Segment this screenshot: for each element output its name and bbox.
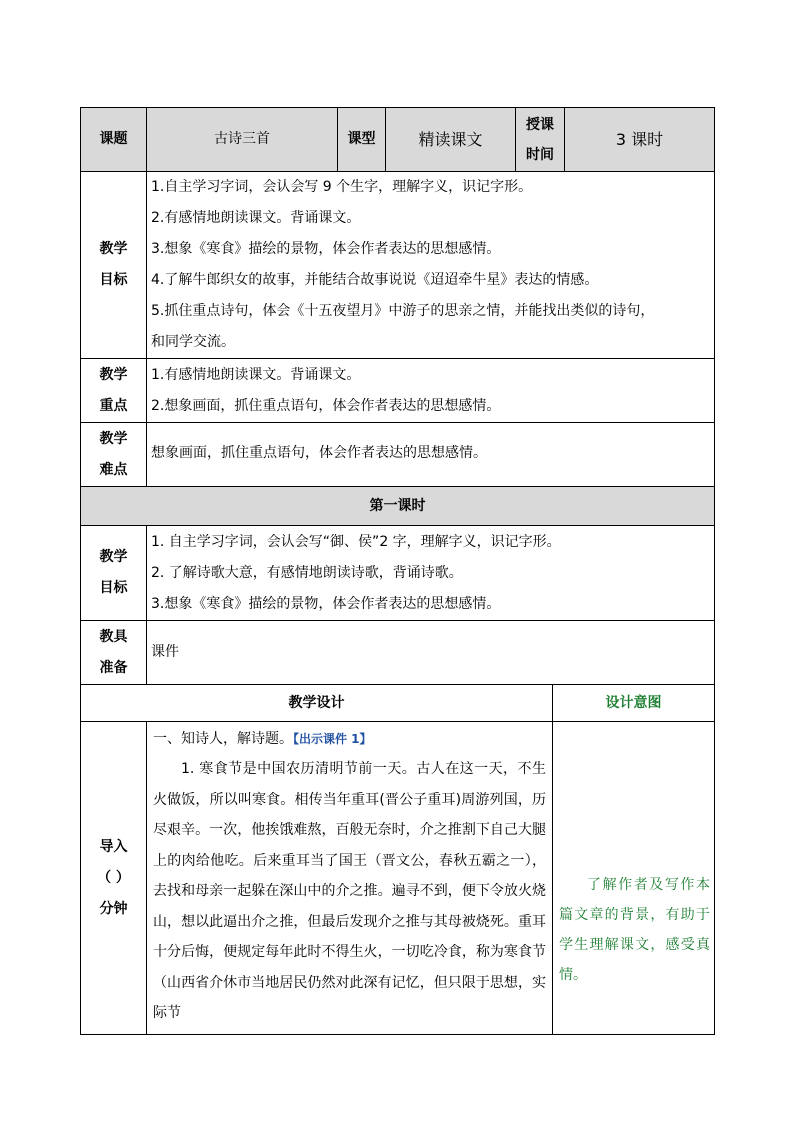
difficulty-label-line1: 教学 (99, 430, 128, 447)
lesson1-goal-item: 2. 了解诗歌大意，有感情地朗读诗歌，背诵诗歌。 (151, 564, 463, 581)
keypoints-row (81, 359, 715, 423)
keypoint-item: 1.有感情地朗读课文。背诵课文。 (151, 366, 361, 383)
lesson1-goals-label (81, 526, 147, 621)
intro-label (81, 722, 147, 1035)
lesson1-goals-label-line2: 目标 (99, 580, 128, 596)
lesson1-goal-item: 3.想象《寒食》描绘的景物，体会作者表达的思想感情。 (151, 595, 501, 612)
goal-item: 2.有感情地朗读课文。背诵课文。 (151, 210, 361, 226)
intro-label-line2: （ ） (97, 869, 130, 886)
tools-label (81, 621, 147, 685)
difficulty-label-line2: 难点 (99, 461, 128, 478)
goals-content (147, 172, 715, 359)
header-topic-label: 课题 (81, 108, 147, 172)
goals-row (81, 172, 715, 359)
intro-paragraph: 1. 寒食节是中国农历清明节前一天。古人在这一天，不生火做饭，所以叫寒食。相传当年重耳(晋公子重耳)周游列国，历尽艰辛。一次，他挨饿难熬，百般无奈时，介之推割下自己大腿上的肉给他吃。后来重耳当了国王（晋文公，春秋五霸之一），去找和母亲一起躲在深山中的介之推。遍寻不到，便下令放火烧山，想以此逼出介之推，但最后发现介之推与其母被烧死。重耳十分后悔，便规定每年此时不得生火，一切吃冷食，称为寒食节（山西省介休市当地居民仍然对此深有记忆，但只限于思想，实际节 (153, 761, 546, 1021)
intro-label-line3: 分钟 (99, 900, 128, 917)
lesson1-section-row (81, 487, 715, 526)
header-time-label-line2: 时间 (526, 146, 554, 163)
intro-intent-cell (553, 722, 715, 1035)
lesson1-goal-item: 1. 自主学习字词，会认会写“御、侯”2 字，理解字义，识记字形。 (151, 533, 561, 550)
header-time-value: 3 课时 (565, 108, 715, 172)
header-row (81, 108, 715, 172)
keypoints-label (81, 359, 147, 423)
design-header-row (81, 685, 715, 722)
intro-label-line1: 导入 (99, 838, 128, 855)
intro-intent: 了解作者及写作本篇文章的背景，有助于学生理解课文，感受真情。 (559, 877, 710, 983)
lesson1-title: 第一课时 (81, 487, 715, 526)
goals-label-line2: 目标 (99, 272, 128, 288)
header-type-value: 精读课文 (386, 108, 516, 172)
keypoints-label-line1: 教学 (99, 366, 128, 383)
intro-heading: 一、知诗人，解诗题。 (153, 731, 293, 747)
keypoints-label-line2: 重点 (99, 397, 128, 414)
header-type-label: 课型 (338, 108, 386, 172)
tools-label-line2: 准备 (99, 659, 128, 676)
header-time-label (516, 108, 565, 172)
lesson1-goals-row (81, 526, 715, 621)
goal-item: 4.了解牛郎织女的故事，并能结合故事说说《迢迢牵牛星》表达的情感。 (151, 272, 599, 288)
lesson-plan-sheet (80, 107, 714, 1035)
intro-content (147, 722, 553, 1035)
goal-item: 和同学交流。 (151, 334, 235, 350)
goal-item: 5.抓住重点诗句，体会《十五夜望月》中游子的思亲之情，并能找出类似的诗句， (151, 303, 655, 319)
tools-content: 课件 (147, 621, 715, 685)
difficulty-label (81, 423, 147, 487)
goals-label-line1: 教学 (99, 241, 128, 257)
goal-item: 3.想象《寒食》描绘的景物，体会作者表达的思想感情。 (151, 241, 501, 257)
lesson1-goals-label-line1: 教学 (99, 549, 128, 565)
design-intent-label: 设计意图 (553, 685, 715, 722)
goals-label (81, 172, 147, 359)
goal-item: 1.自主学习字词，会认会写 9 个生字，理解字义，识记字形。 (151, 179, 533, 195)
design-col-label: 教学设计 (81, 685, 553, 722)
difficulty-row (81, 423, 715, 487)
design-table (80, 684, 715, 1035)
keypoints-content (147, 359, 715, 423)
header-topic-value: 古诗三首 (147, 108, 338, 172)
tools-row (81, 621, 715, 685)
difficulty-content: 想象画面，抓住重点语句，体会作者表达的思想感情。 (147, 423, 715, 487)
intro-heading-line (153, 724, 546, 754)
courseware-tag: 【出示课件 1】 (293, 732, 372, 746)
header-time-label-line1: 授课 (526, 116, 554, 133)
keypoint-item: 2.想象画面，抓住重点语句，体会作者表达的思想感情。 (151, 397, 501, 414)
lesson-plan-table (80, 107, 715, 685)
intro-row (81, 722, 715, 1035)
tools-label-line1: 教具 (99, 628, 128, 645)
lesson1-goals-content (147, 526, 715, 621)
